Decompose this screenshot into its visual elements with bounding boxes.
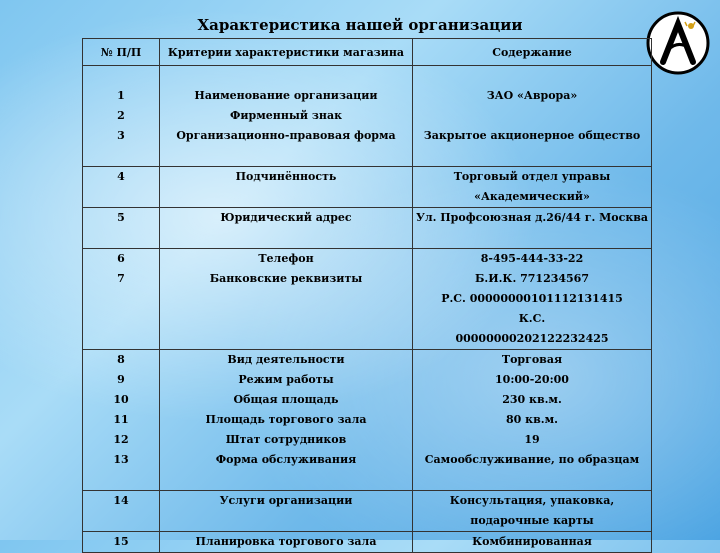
table-row: 6 Телефон 8-495-444-33-22 [83, 249, 652, 270]
table-row: 3 Организационно-правовая форма Закрытое акционерное общество [83, 126, 652, 146]
page-title: Характеристика нашей организации [197, 16, 523, 34]
table-row: 9 Режим работы 10:00-20:00 [83, 370, 652, 390]
table-row: 2 Фирменный знак [83, 106, 652, 126]
table-header-row [83, 39, 652, 66]
table-row: 13 Форма обслуживания Самообслуживание, по образцам [83, 450, 652, 470]
table-row: 11 Площадь торгового зала 80 кв.м. [83, 410, 652, 430]
table-row: 15 Планировка торгового зала Комбинированная [83, 532, 652, 553]
header-criteria: Критерии характеристики магазина [160, 39, 413, 66]
table-row: 10 Общая площадь 230 кв.м. [83, 390, 652, 410]
table-row: 1 Наименование организации ЗАО «Аврора» [83, 86, 652, 106]
header-number: № П/П [83, 39, 160, 66]
table-row: 5 Юридический адрес Ул. Профсоюзная д.26/44 г. Москва [83, 208, 652, 229]
table-row: 7 Банковские реквизиты Б.И.К. 771234567 [83, 269, 652, 289]
table-row: 4 Подчинённость Торговый отдел управы [83, 167, 652, 188]
header-content: Содержание [413, 39, 652, 66]
table-row: 8 Вид деятельности Торговая [83, 350, 652, 371]
table-row: 12 Штат сотрудников 19 [83, 430, 652, 450]
aurora-a-logo-icon [645, 10, 711, 76]
table-row: 14 Услуги организации Консультация, упаковка, [83, 491, 652, 512]
organization-table: № П/П Критерии характеристики магазина Содержание 1 Наименование организации ЗАО «Аврора» 2 Фирменный знак 3 Организационно-правовая форма Закрытое акционерное общество 4 Подчинённость Торговый отдел управы «Академический» 5 Юридический адрес Ул. Профсоюзная д.26/44 г. Москва 6 Телефон 8-495-444-33-22 7 Банковские реквизиты Б.И.К. 771234567 Р.С. 00000000101112131415 К.С. 00000000202122232425 8 Вид деятельности Торговая 9 Режим работы 10:00-20:00 10 Общая площадь 230 кв.м. 11 Площадь торгового зала 80 кв.м. 12 Штат сотрудников 19 13 Форма обслуживания Самообслуживание, по образцам 14 Услуги организации Консультация, упаковка, подарочные карты 15 Планировка торгового зала Комбинированная [82, 38, 652, 553]
